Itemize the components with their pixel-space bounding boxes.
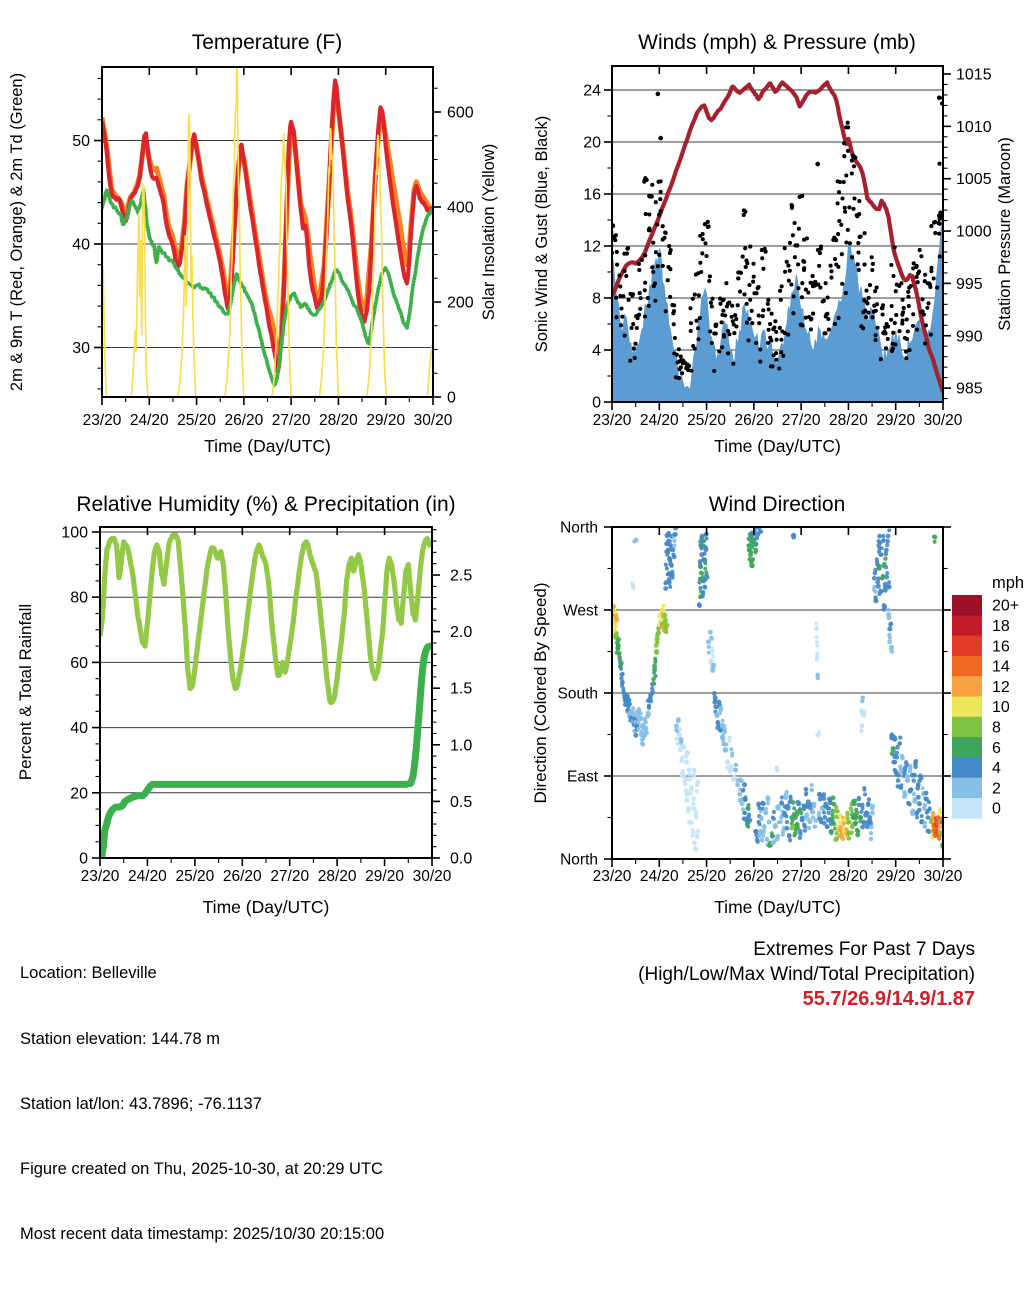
extremes-block xyxy=(638,937,975,1012)
x-axis-title: Time (Day/UTC) xyxy=(202,897,330,917)
x-axis-title: Time (Day/UTC) xyxy=(204,436,331,456)
colorbar-cell xyxy=(952,778,982,799)
y-tick-label: 24 xyxy=(583,82,601,100)
extremes-values: 55.7/26.9/14.9/1.87 xyxy=(802,988,975,1010)
y-tick-label: 40 xyxy=(70,720,88,738)
y-tick-label: 2.0 xyxy=(450,624,473,642)
station-info xyxy=(20,920,384,1289)
y-tick-label: 80 xyxy=(70,589,88,607)
left-axis-title: Percent & Total Rainfall xyxy=(16,603,35,781)
y-tick-label: 985 xyxy=(956,380,983,398)
y-tick-label: 1.0 xyxy=(450,737,473,755)
extremes-title: Extremes For Past 7 Days xyxy=(753,939,975,960)
y-tick-label: 1000 xyxy=(956,223,992,241)
chart-title: Wind Direction xyxy=(708,493,846,516)
y-tick-label: 16 xyxy=(583,186,601,204)
y-tick-label: 50 xyxy=(72,133,90,150)
x-tick-label: 30/20 xyxy=(412,868,452,885)
data-timestamp: Most recent data timestamp: 2025/10/30 20:15:00 xyxy=(20,1224,385,1243)
colorbar-cell xyxy=(952,737,982,758)
figure-created: Figure created on Thu, 2025-10-30, at 20:29 UTC xyxy=(20,1159,383,1178)
y-tick-label: 30 xyxy=(72,340,90,357)
x-tick-label: 28/20 xyxy=(317,868,357,885)
colorbar-cell xyxy=(952,615,982,636)
x-tick-label: 26/20 xyxy=(222,868,262,885)
x-tick-label: 28/20 xyxy=(829,868,868,885)
colorbar-label: 14 xyxy=(992,658,1010,676)
x-tick-label: 25/20 xyxy=(175,868,215,885)
colorbar-label: 16 xyxy=(992,638,1010,656)
x-axis-title: Time (Day/UTC) xyxy=(714,897,841,917)
colorbar-label: 2 xyxy=(992,780,1001,798)
colorbar-cell xyxy=(952,757,982,778)
y-tick-label: 1005 xyxy=(956,171,992,189)
x-tick-label: 25/20 xyxy=(177,412,216,429)
colorbar-cell xyxy=(952,595,982,616)
right-axis-title: Solar Insolation (Yellow) xyxy=(480,143,498,321)
x-tick-label: 29/20 xyxy=(876,868,916,885)
colorbar-label: 8 xyxy=(992,719,1001,737)
x-tick-label: 24/20 xyxy=(639,868,679,885)
colorbar-cell xyxy=(952,798,982,819)
y-tick-label: 40 xyxy=(72,236,90,254)
colorbar-label: 12 xyxy=(992,678,1010,696)
x-tick-label: 29/20 xyxy=(876,412,916,429)
x-tick-label: 26/20 xyxy=(224,412,264,429)
y-tick-label: 100 xyxy=(61,524,88,542)
y-tick-label: 600 xyxy=(447,104,474,122)
x-tick-label: 23/20 xyxy=(80,868,120,885)
x-tick-label: 27/20 xyxy=(781,868,821,885)
left-axis-title: 2m & 9m T (Red, Orange) & 2m Td (Green) xyxy=(8,72,26,392)
humidity-series xyxy=(100,535,432,702)
station-latlon: Station lat/lon: 43.7896; -76.1137 xyxy=(20,1094,262,1113)
y-tick-label: West xyxy=(562,602,598,620)
x-tick-label: 25/20 xyxy=(687,868,726,885)
colorbar-title: mph xyxy=(992,574,1024,592)
direction-scatter xyxy=(609,525,945,852)
x-tick-label: 28/20 xyxy=(829,412,868,429)
x-axis-title: Time (Day/UTC) xyxy=(714,436,841,456)
y-tick-label: 1.5 xyxy=(450,680,473,698)
x-tick-label: 23/20 xyxy=(592,868,632,885)
x-tick-label: 23/20 xyxy=(82,412,122,429)
y-tick-label: 990 xyxy=(956,328,983,346)
y-tick-label: 12 xyxy=(583,238,601,256)
colorbar-cell xyxy=(952,636,982,657)
colorbar-label: 20+ xyxy=(992,597,1020,615)
x-tick-label: 30/20 xyxy=(923,412,963,429)
x-tick-label: 24/20 xyxy=(639,412,679,429)
y-tick-label: 0 xyxy=(79,850,88,868)
x-tick-label: 26/20 xyxy=(734,868,774,885)
y-tick-label: East xyxy=(566,768,598,786)
y-tick-label: 60 xyxy=(70,654,88,672)
station-location: Location: Belleville xyxy=(20,964,157,983)
y-tick-label: 20 xyxy=(70,785,88,803)
x-tick-label: 24/20 xyxy=(129,412,169,429)
left-axis-title: Sonic Wind & Gust (Blue, Black) xyxy=(533,115,551,353)
colorbar-label: 18 xyxy=(992,617,1010,635)
rainfall-series xyxy=(100,646,432,858)
colorbar-label: 4 xyxy=(992,760,1001,778)
x-tick-label: 25/20 xyxy=(687,412,726,429)
x-tick-label: 29/20 xyxy=(365,868,404,885)
y-tick-label: 0.5 xyxy=(450,793,473,811)
colorbar-label: 0 xyxy=(992,800,1001,818)
y-tick-label: North xyxy=(560,519,598,537)
y-tick-label: 20 xyxy=(583,134,601,152)
x-tick-label: 30/20 xyxy=(413,412,453,429)
td2m-series xyxy=(102,190,433,386)
y-tick-label: 4 xyxy=(592,342,601,360)
colorbar-label: 6 xyxy=(992,739,1001,757)
x-tick-label: 27/20 xyxy=(270,868,310,885)
x-tick-label: 28/20 xyxy=(319,412,358,429)
x-tick-label: 27/20 xyxy=(271,412,311,429)
x-tick-label: 27/20 xyxy=(781,412,821,429)
chart-title: Relative Humidity (%) & Precipitation (in) xyxy=(76,493,456,516)
humidity-precip-chart xyxy=(16,493,472,917)
y-tick-label: 995 xyxy=(956,275,983,293)
x-tick-label: 26/20 xyxy=(734,412,774,429)
y-tick-label: 1015 xyxy=(956,66,992,84)
x-tick-label: 23/20 xyxy=(592,412,632,429)
colorbar-label: 10 xyxy=(992,699,1010,717)
y-tick-label: North xyxy=(560,851,598,869)
wind-direction-chart xyxy=(531,493,1024,917)
y-tick-label: South xyxy=(557,685,598,703)
colorbar-cell xyxy=(952,717,982,738)
x-tick-label: 29/20 xyxy=(366,412,406,429)
right-axis-title: Station Pressure (Maroon) xyxy=(996,137,1014,331)
y-tick-label: 0 xyxy=(447,389,456,407)
x-tick-label: 24/20 xyxy=(128,868,167,885)
extremes-subtitle: (High/Low/Max Wind/Total Precipitation) xyxy=(638,964,975,985)
colorbar-cell xyxy=(952,697,982,718)
y-tick-label: 8 xyxy=(592,290,601,308)
colorbar-cell xyxy=(952,656,982,677)
y-tick-label: 2.5 xyxy=(450,567,473,585)
y-tick-label: 0.0 xyxy=(450,850,473,868)
x-tick-label: 30/20 xyxy=(923,868,963,885)
colorbar-cell xyxy=(952,676,982,697)
y-tick-label: 0 xyxy=(592,394,601,412)
left-axis-title: Direction (Colored By Speed) xyxy=(531,582,550,804)
chart-title: Temperature (F) xyxy=(191,31,343,54)
chart-title: Winds (mph) & Pressure (mb) xyxy=(638,31,916,54)
speed-colorbar xyxy=(952,574,1024,819)
y-tick-label: 200 xyxy=(447,294,474,312)
temperature-chart xyxy=(8,31,498,456)
y-tick-label: 1010 xyxy=(956,118,992,136)
station-elevation: Station elevation: 144.78 m xyxy=(20,1029,220,1048)
winds-pressure-chart xyxy=(533,31,1014,456)
y-tick-label: 400 xyxy=(447,199,474,217)
